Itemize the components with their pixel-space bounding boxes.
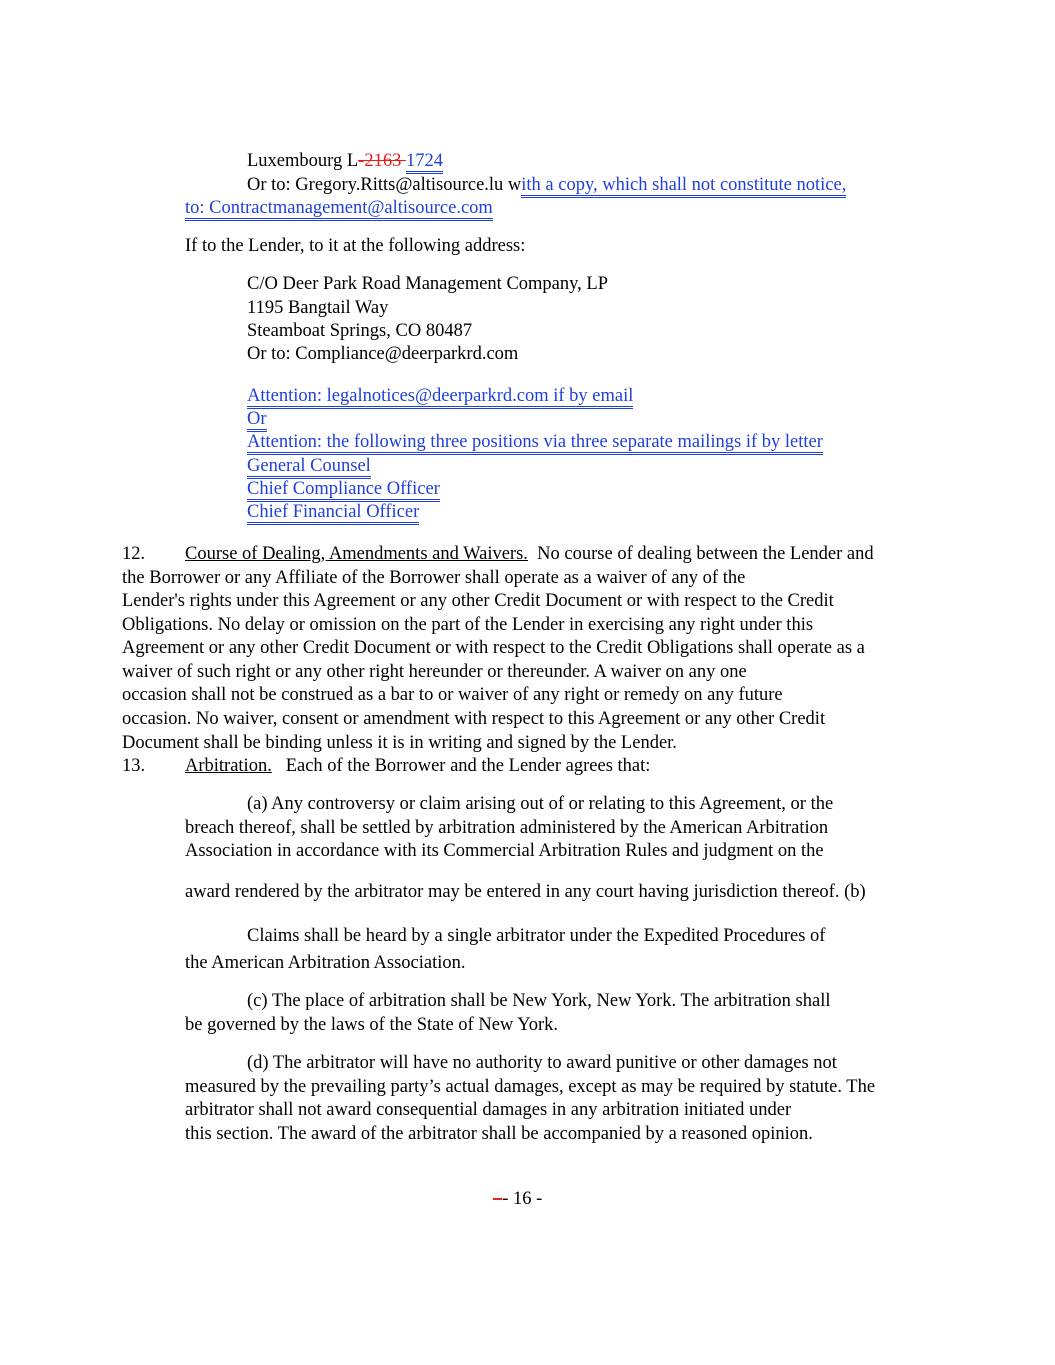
clause-d-line: (d) The arbitrator will have no authority to award punitive or other damages not [247,1053,837,1073]
inserted-text: Chief Financial Officer [247,502,419,525]
section-13-intro: Each of the Borrower and the Lender agrees that: [285,756,651,776]
attention-line [247,385,633,407]
clause-a-line: award rendered by the arbitrator may be entered in any court having jurisdiction thereof. (b) [185,882,866,902]
section-12-text: No course of dealing between the Lender and [537,544,874,564]
section-12-line: occasion shall not be construed as a bar to or waiver of any right or remedy on any future [122,685,783,705]
lender-address-line: 1195 Bangtail Way [247,298,389,318]
section-12-line: Lender's rights under this Agreement or any other Credit Document or with respect to the Credit [122,591,834,611]
section-12-line: occasion. No waiver, consent or amendment with respect to this Agreement or any other Credit [122,709,826,729]
attention-line [247,501,419,523]
luxembourg-line [247,150,443,172]
section-12-first-line [185,543,874,565]
lender-address-line: Or to: Compliance@deerparkrd.com [247,344,519,364]
section-12-line: waiver of such right or any other right hereunder or thereunder. A waiver on any one [122,662,747,682]
inserted-text: Attention: legalnotices@deerparkrd.com if by email [247,386,633,409]
inserted-text: Or [247,409,267,432]
contract-management-line [185,197,493,219]
attention-line [247,455,371,477]
lender-intro: If to the Lender, to it at the following address: [185,236,526,256]
section-12-line: Document shall be binding unless it is in writing and signed by the Lender. [122,733,677,753]
clause-a-line: breach thereof, shall be settled by arbitration administered by the American Arbitration [185,818,829,838]
lender-address-line: Steamboat Springs, CO 80487 [247,321,473,341]
inserted-text: Attention: the following three positions via three separate mailings if by letter [247,432,823,455]
attention-line [247,478,440,500]
lux-prefix: Luxembourg L [247,151,359,171]
page-number [493,1188,542,1210]
or-to-gregory: Or to: Gregory.Ritts@altisource.lu w [247,175,522,195]
clause-d-line: measured by the prevailing party’s actual damages, except as may be required by statute. The [185,1077,876,1097]
inserted-text: Chief Compliance Officer [247,479,440,502]
deleted-text: – [493,1189,503,1209]
section-13-heading: Arbitration. [185,756,272,776]
section-12-number: 12. [122,544,146,564]
clause-d-line: arbitrator shall not award consequential damages in any arbitration initiated under [185,1100,792,1120]
clause-a-line: (a) Any controversy or claim arising out of or relating to this Agreement, or the [247,794,834,814]
clause-a-line: Association in accordance with its Commercial Arbitration Rules and judgment on the [185,841,824,861]
clause-b-line: the American Arbitration Association. [185,953,466,973]
inserted-text: 1724 [406,151,443,174]
section-13-number: 13. [122,756,146,776]
lender-address-line: C/O Deer Park Road Management Company, LP [247,274,609,294]
deleted-text: -2163 [358,151,406,171]
section-12-heading: Course of Dealing, Amendments and Waivers. [185,544,528,564]
section-12-line: the Borrower or any Affiliate of the Borrower shall operate as a waiver of any of the [122,568,746,588]
attention-line [247,431,823,453]
inserted-text: General Counsel [247,456,371,479]
clause-b-line: Claims shall be heard by a single arbitrator under the Expedited Procedures of [247,926,826,946]
section-12-line: Obligations. No delay or omission on the part of the Lender in exercising any right under this [122,615,814,635]
attention-line [247,408,267,430]
inserted-text: to: Contractmanagement@altisource.com [185,198,493,221]
section-13-first-line [185,755,650,777]
clause-c-line: (c) The place of arbitration shall be New York, New York. The arbitration shall [247,991,831,1011]
page-number-text: - 16 - [502,1189,543,1209]
gregory-line [247,174,846,196]
inserted-text: ith a copy, which shall not constitute notice, [521,175,846,198]
section-12-line: Agreement or any other Credit Document or with respect to the Credit Obligations shall operate as a [122,638,865,658]
clause-c-line: be governed by the laws of the State of New York. [185,1015,559,1035]
clause-d-line: this section. The award of the arbitrator shall be accompanied by a reasoned opinion. [185,1124,813,1144]
